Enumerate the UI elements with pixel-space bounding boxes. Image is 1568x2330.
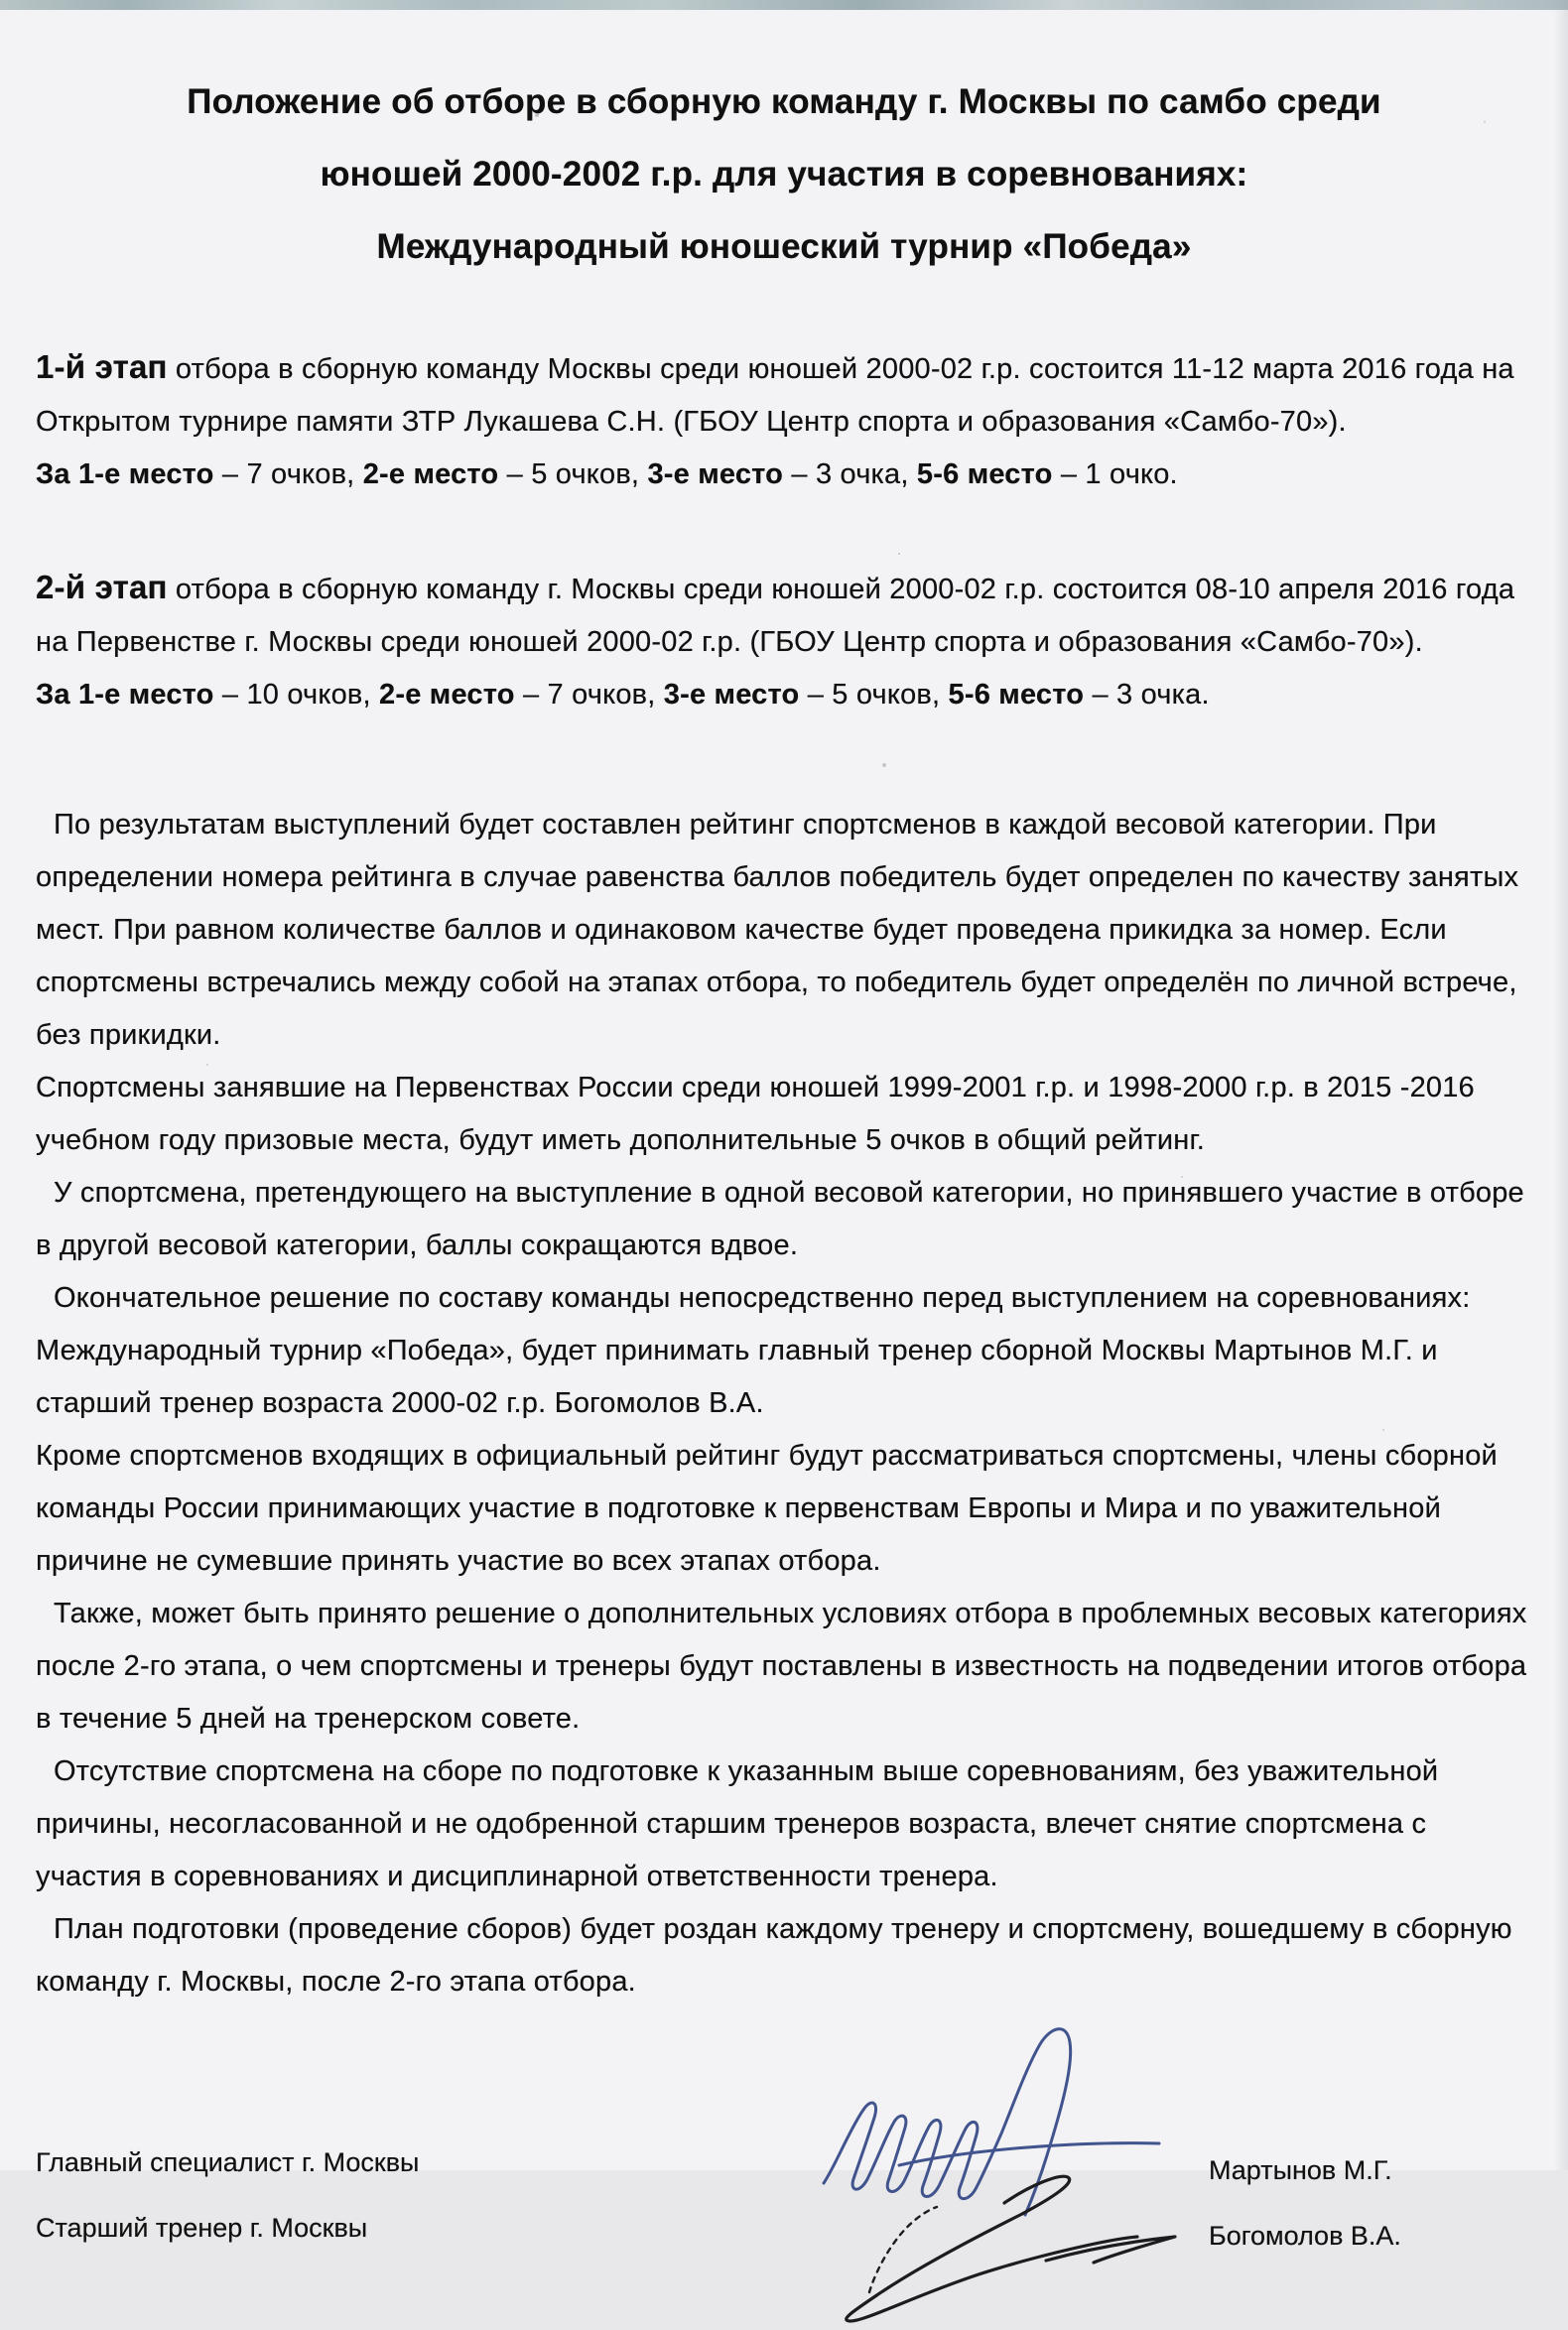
body-paragraph: По результатам выступлений будет составлен рейтинг спортсменов в каждой весовой категории. При определении номера рейтинга в случае равенства баллов победитель будет определен по качеству занятых мест. При равном количестве баллов и одинаковом качестве будет проведена прикидка за номер. Если спортсмены встречались между собой на этапах отбора, то победитель будет определён по личной встрече, без прикидки. — [36, 809, 1519, 1051]
stage1-point1-label: За 1-е место — [36, 458, 214, 490]
body-paragraph: Также, может быть принято решение о дополнительных условиях отбора в проблемных весовых категориях после 2-го этапа, о чем спортсмены и тренеры будут поставлены в известность на подведении итогов отбора в течение 5 дней на тренерском совете. — [36, 1598, 1527, 1735]
signature-ink-black — [847, 2176, 1175, 2321]
body-paragraph: Окончательное решение по составу команды непосредственно перед выступлением на соревнованиях: Международный турнир «Победа», будет принимать главный тренер сборной Москвы Мартынов М.Г. и старший тренер возраста 2000-02 г.р. Богомолов В.А. — [36, 1282, 1471, 1419]
stage1-point3-value: – 3 очка, — [791, 458, 909, 490]
stage2-point2-value: – 7 очков, — [522, 679, 656, 711]
stage2-label: 2-й этап — [36, 569, 168, 605]
signature-name-martynov: Мартынов М.Г. — [1209, 2155, 1392, 2185]
body-paragraph: План подготовки (проведение сборов) будет роздан каждому тренеру и спортсмену, вошедшему в сборную команду г. Москвы, после 2-го этапа отбора. — [36, 1913, 1512, 1998]
stage1-point2-value: – 5 очков, — [506, 458, 640, 490]
stage1-section — [36, 340, 1532, 501]
stage2-section — [36, 561, 1532, 721]
stage1-intro — [36, 340, 1532, 449]
stage2-point4-label: 5-6 место — [948, 679, 1085, 711]
stage1-point4-value: – 1 очко. — [1060, 458, 1178, 490]
stage2-point3-value: – 5 очков, — [807, 679, 941, 711]
stage1-point2-label: 2-е место — [362, 458, 499, 490]
body-paragraph: Спортсмены занявшие на Первенствах России среди юношей 1999-2001 г.р. и 1998-2000 г.р. в 2015 -2016 учебном году призовые места, будут иметь дополнительные 5 очков в общий рейтинг. — [36, 1072, 1475, 1156]
stage2-point3-label: 3-е место — [663, 679, 800, 711]
stage1-label: 1-й этап — [36, 348, 168, 385]
stage2-text: отбора в сборную команду г. Москвы среди юношей 2000-02 г.р. состоится 08-10 апреля 2016 года на Первенстве г. Москвы среди юношей 2000-02 г.р. (ГБОУ Центр спорта и образования «Самбо-70»). — [36, 574, 1515, 658]
signature-name-bogomolov: Богомолов В.А. — [1209, 2221, 1401, 2251]
signature-ink-blue — [824, 2029, 1159, 2215]
stage2-intro — [36, 561, 1532, 669]
signature-titles — [36, 2130, 419, 2261]
stage1-point1-value: – 7 очков, — [221, 458, 355, 490]
title-line-3: Международный юношеский турнир «Победа» — [376, 227, 1192, 266]
stage2-point4-value: – 3 очка. — [1092, 679, 1210, 711]
scanner-edge-artifact-right — [1554, 0, 1568, 2170]
stage1-points — [36, 449, 1532, 501]
body-paragraph: Кроме спортсменов входящих в официальный рейтинг будут рассматриваться спортсмены, члены сборной команды России принимающих участие в подготовке к первенствам Европы и Мира и по уважительной причине не сумевшие принять участие во всех этапах отбора. — [36, 1440, 1498, 1577]
title-line-1: Положение об отборе в сборную команду г. Москвы по самбо среди — [187, 82, 1381, 121]
handwritten-signatures — [810, 2026, 1246, 2324]
stage1-text: отбора в сборную команду Москвы среди юношей 2000-02 г.р. состоится 11-12 марта 2016 года на Открытом турнире памяти ЗТР Лукашева С.Н. (ГБОУ Центр спорта и образования «Самбо-70»). — [36, 353, 1514, 438]
stage2-point1-label: За 1-е место — [36, 679, 214, 711]
stage2-point2-label: 2-е место — [379, 679, 515, 711]
scan-speckles — [0, 0, 2, 2]
signature-title-chief-specialist: Главный специалист г. Москвы — [36, 2147, 420, 2177]
stage1-point3-label: 3-е место — [647, 458, 784, 490]
stage1-point4-label: 5-6 место — [916, 458, 1053, 490]
body-paragraph: У спортсмена, претендующего на выступление в одной весовой категории, но принявшего участие в отборе в другой весовой категории, баллы сокращаются вдвое. — [36, 1177, 1524, 1261]
signature-block — [36, 2072, 1532, 2330]
stage2-points — [36, 669, 1532, 721]
stage2-point1-value: – 10 очков, — [221, 679, 371, 711]
body-paragraph: Отсутствие спортсмена на сборе по подготовке к указанным выше соревнованиям, без уважительной причины, несогласованной и не одобренной старшим тренеров возраста, влечет снятие спортсмена с участия в соревнованиях и дисциплинарной ответственности тренера. — [36, 1755, 1439, 1892]
title-line-2: юношей 2000-2002 г.р. для участия в соревнованиях: — [320, 155, 1248, 194]
scanner-edge-artifact-top — [0, 0, 1568, 10]
document-title — [36, 65, 1532, 283]
signature-title-senior-coach: Старший тренер г. Москвы — [36, 2213, 368, 2243]
document-body — [36, 799, 1532, 2008]
signature-names — [1209, 2137, 1401, 2268]
